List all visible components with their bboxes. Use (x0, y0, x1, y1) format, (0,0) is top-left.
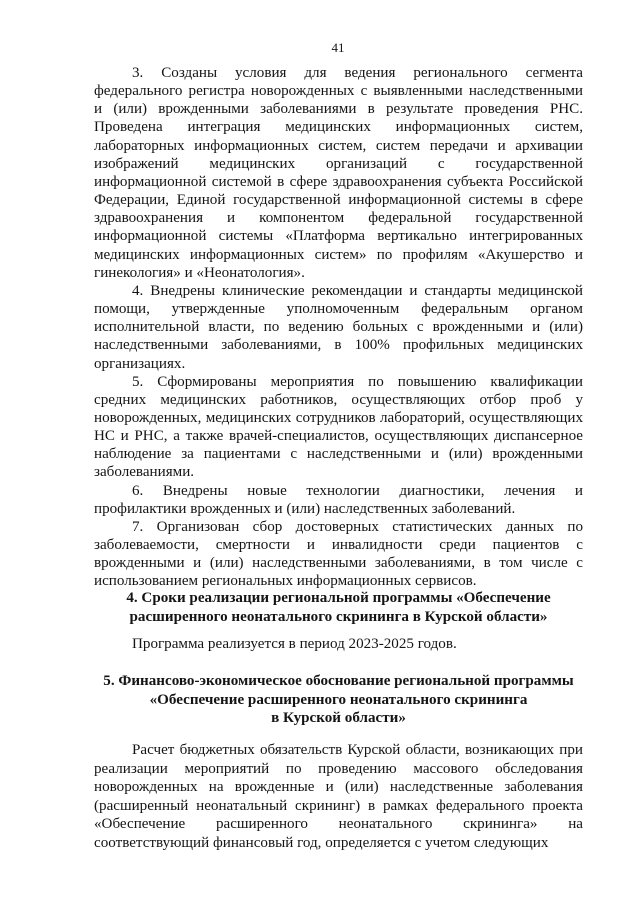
paragraph-item-6: 6. Внедрены новые технологии диагностики, лечения и профилактики врожденных и (или) наследственных заболеваний. (94, 482, 583, 517)
section-5-text: Расчет бюджетных обязательств Курской области, возникающих при реализации мероприятий по проведению массового обследования новорожденных на врожденные и (или) наследственные заболевания (расширенный неонатальный скрининг) в рамках федерального проекта «Обеспечение расширенного неонатального скрининга» на соответствующий финансовый год, определяется с учетом следующих (94, 742, 583, 851)
paragraph-item-3: 3. Созданы условия для ведения регионального сегмента федерального регистра новорожденных с выявленными наследственными и (или) врожденными заболеваниями в результате проведения РНС. Проведена интеграция медицинских информационных систем, лабораторных информационных систем, систем передачи и архивации изображений медицинских организаций с государственной информационной системой в сфере здравоохранения субъекта Российской Федерации, Единой государственной информационной системы в сфере здравоохранения и компонентом федеральной государственной информационной системы «Платформа вертикально интегрированных медицинских информационных систем» по профилям «Акушерство и гинекология» и «Неонатология». (94, 65, 583, 281)
section-4-heading (94, 589, 583, 626)
section-5-heading (94, 672, 583, 728)
section-4-heading-line: расширенного неонатального скрининга в Курской области» (129, 608, 548, 625)
section-5-heading-line: в Курской области» (271, 710, 406, 726)
paragraph-item-5: 5. Сформированы мероприятия по повышению квалификации средних медицинских работников, осуществляющих отбор проб у новорожденных, медицинских сотрудников лабораторий, осуществляющих НС и РНС, а также врачей-специалистов, осуществляющих диспансерное наблюдение за пациентами с наследственными и (или) врожденными заболеваниями. (94, 373, 583, 481)
paragraph-item-7: 7. Организован сбор достоверных статистических данных по заболеваемости, смертности и инвалидности среди пациентов с врожденными и (или) наследственными заболеваниями, в том числе с использованием региональных информационных сервисов. (94, 518, 583, 590)
paragraph-item-4: 4. Внедрены клинические рекомендации и стандарты медицинской помощи, утвержденные уполномоченным федеральным органом исполнительной власти, по ведению больных с врожденными и (или) наследственными заболеваниями, в 100% профильных медицинских организациях. (94, 282, 583, 372)
page-number: 41 (331, 40, 345, 55)
numbered-results-list (94, 64, 583, 591)
section-5-heading-line: «Обеспечение расширенного неонатального скрининга (149, 691, 528, 708)
section-4-heading-line: 4. Сроки реализации региональной программы «Обеспечение (126, 590, 551, 606)
section-4-text: Программа реализуется в период 2023-2025 годов. (132, 636, 457, 652)
section-5-heading-line: 5. Финансово-экономическое обоснование региональной программы (103, 673, 574, 689)
